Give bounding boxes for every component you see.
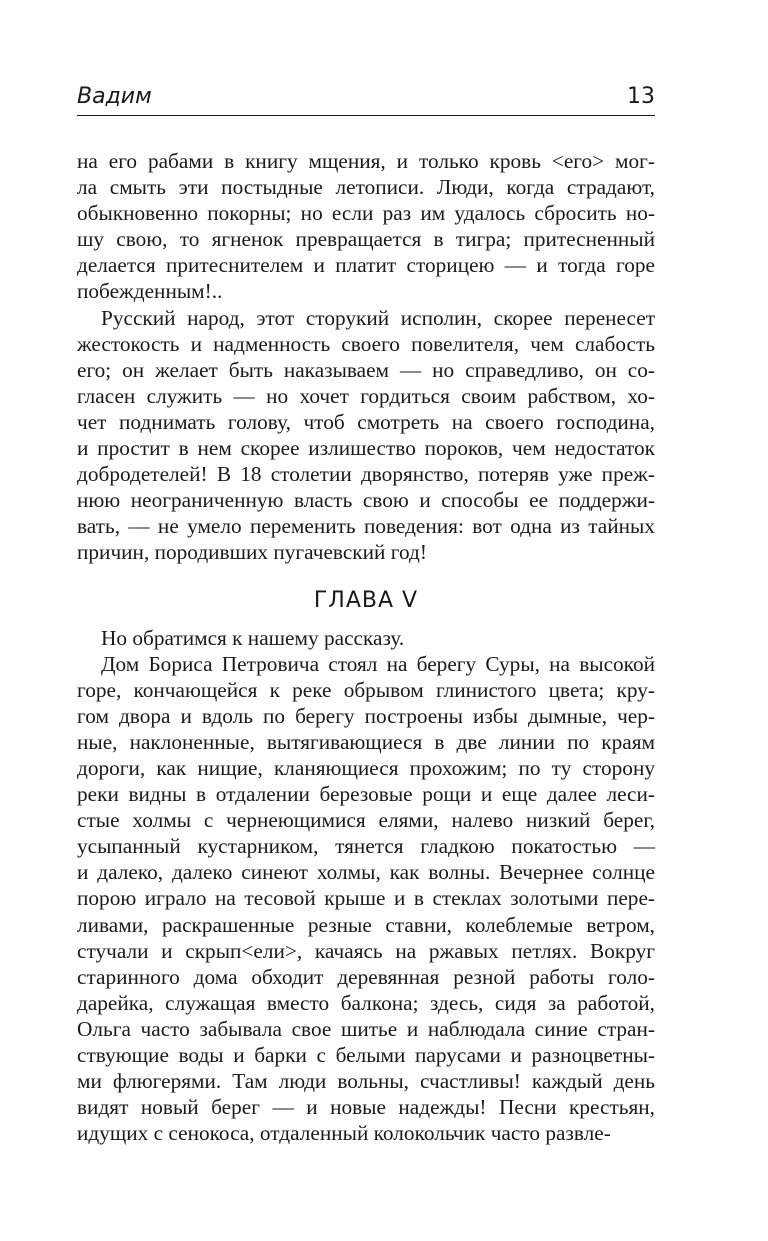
text-line: чет поднимать голову, чтоб смотреть на своего господина, (77, 409, 655, 434)
text-line: реки видны в отдалении березовые рощи и еще далее леси- (77, 782, 655, 807)
text-line: шу свою, то ягненок превращается в тигра; притесненный (77, 227, 655, 252)
text-line: делается притеснителем и платит сторицею — и тогда горе (77, 253, 655, 278)
running-title: Вадим (77, 84, 152, 109)
text-line: Дом Бориса Петровича стоял на берегу Суры, на высокой (101, 651, 655, 676)
text-line: стучали и скрып<ели>, качаясь на ржавых петлях. Вокруг (77, 938, 655, 963)
text-line: порою играло на тесовой крыше и в стеклах золотыми пере- (77, 886, 655, 911)
text-line: жестокость и надменность своего повелителя, чем слабость (77, 331, 655, 356)
text-line: гласен служить — но хочет гордиться своим рабством, хо- (77, 383, 655, 408)
text-line: усыпанный кустарником, тянется гладкою покатостью — (77, 834, 655, 859)
text-line: стые холмы с чернеющимися елями, налево низкий берег, (77, 808, 655, 833)
paragraph (77, 625, 655, 651)
text-line: причин, породивших пугачевский год! (77, 540, 427, 565)
text-line: ные, наклоненные, вытягивающиеся в две линии по краям (77, 729, 655, 754)
text-line: Ольга часто забывала свое шитье и наблюдала синие стран- (77, 1016, 655, 1041)
page-number: 13 (627, 84, 655, 109)
text-line: вать, — не умело переменить поведения: вот одна из тайных (77, 514, 655, 539)
text-line: ствующие воды и барки с белыми парусами и разноцветны- (77, 1043, 655, 1067)
text-line: на его рабами в книгу мщения, и только кровь <его> мог- (77, 149, 655, 173)
text-line: побежденным!.. (77, 279, 223, 304)
text-line: дороги, как нищие, кланяющиеся прохожим; по ту сторону (77, 755, 655, 780)
text-line: горе, кончающейся к реке обрывом глинистого цвета; кру- (77, 677, 655, 702)
text-line: и далеко, далеко синеют холмы, как волны. Вечернее солнце (77, 860, 655, 885)
text-line: ла смыть эти постыдные летописи. Люди, когда страдают, (77, 175, 655, 200)
pre-chapter-text (77, 148, 655, 566)
text-line: его; он желает быть наказываем — но справедливо, он со- (77, 357, 655, 382)
text-line: Но обратимся к нашему рассказу. (101, 625, 405, 650)
text-line: добродетелей! В 18 столетии дворянство, потеряв уже преж- (77, 462, 655, 487)
paragraph (77, 148, 655, 305)
chapter-heading: ГЛАВА V (313, 587, 419, 613)
page-header (77, 82, 655, 116)
text-line: Русский народ, этот сторукий исполин, скорее перенесет (101, 305, 655, 330)
text-line: дарейка, служащая вместо балкона; здесь, сидя за работой, (77, 990, 655, 1015)
text-line: обыкновенно покорны; но если раз им удалось сбросить но- (77, 201, 655, 226)
text-line: ливами, раскрашенные резные ставни, колеблемые ветром, (77, 912, 655, 937)
text-line: видят новый берег — и новые надежды! Песни крестьян, (77, 1095, 655, 1120)
text-line: нюю неограниченную власть свою и способы ее поддержи- (77, 488, 655, 513)
text-line: гом двора и вдоль по берегу построены избы дымные, чер- (77, 703, 655, 728)
text-line: идущих с сенокоса, отдаленный колокольчик часто развле- (77, 1121, 611, 1146)
text-line: и простит в нем скорее излишество пороков, чем недостаток (77, 436, 655, 461)
text-line: ми флюгерями. Там люди вольны, счастливы! каждый день (77, 1069, 655, 1094)
paragraph (77, 305, 655, 566)
paragraph (77, 651, 655, 1147)
body-text (77, 148, 655, 1146)
text-line: старинного дома обходит деревянная резной работы голо- (77, 964, 655, 989)
chapter-text (77, 625, 655, 1147)
